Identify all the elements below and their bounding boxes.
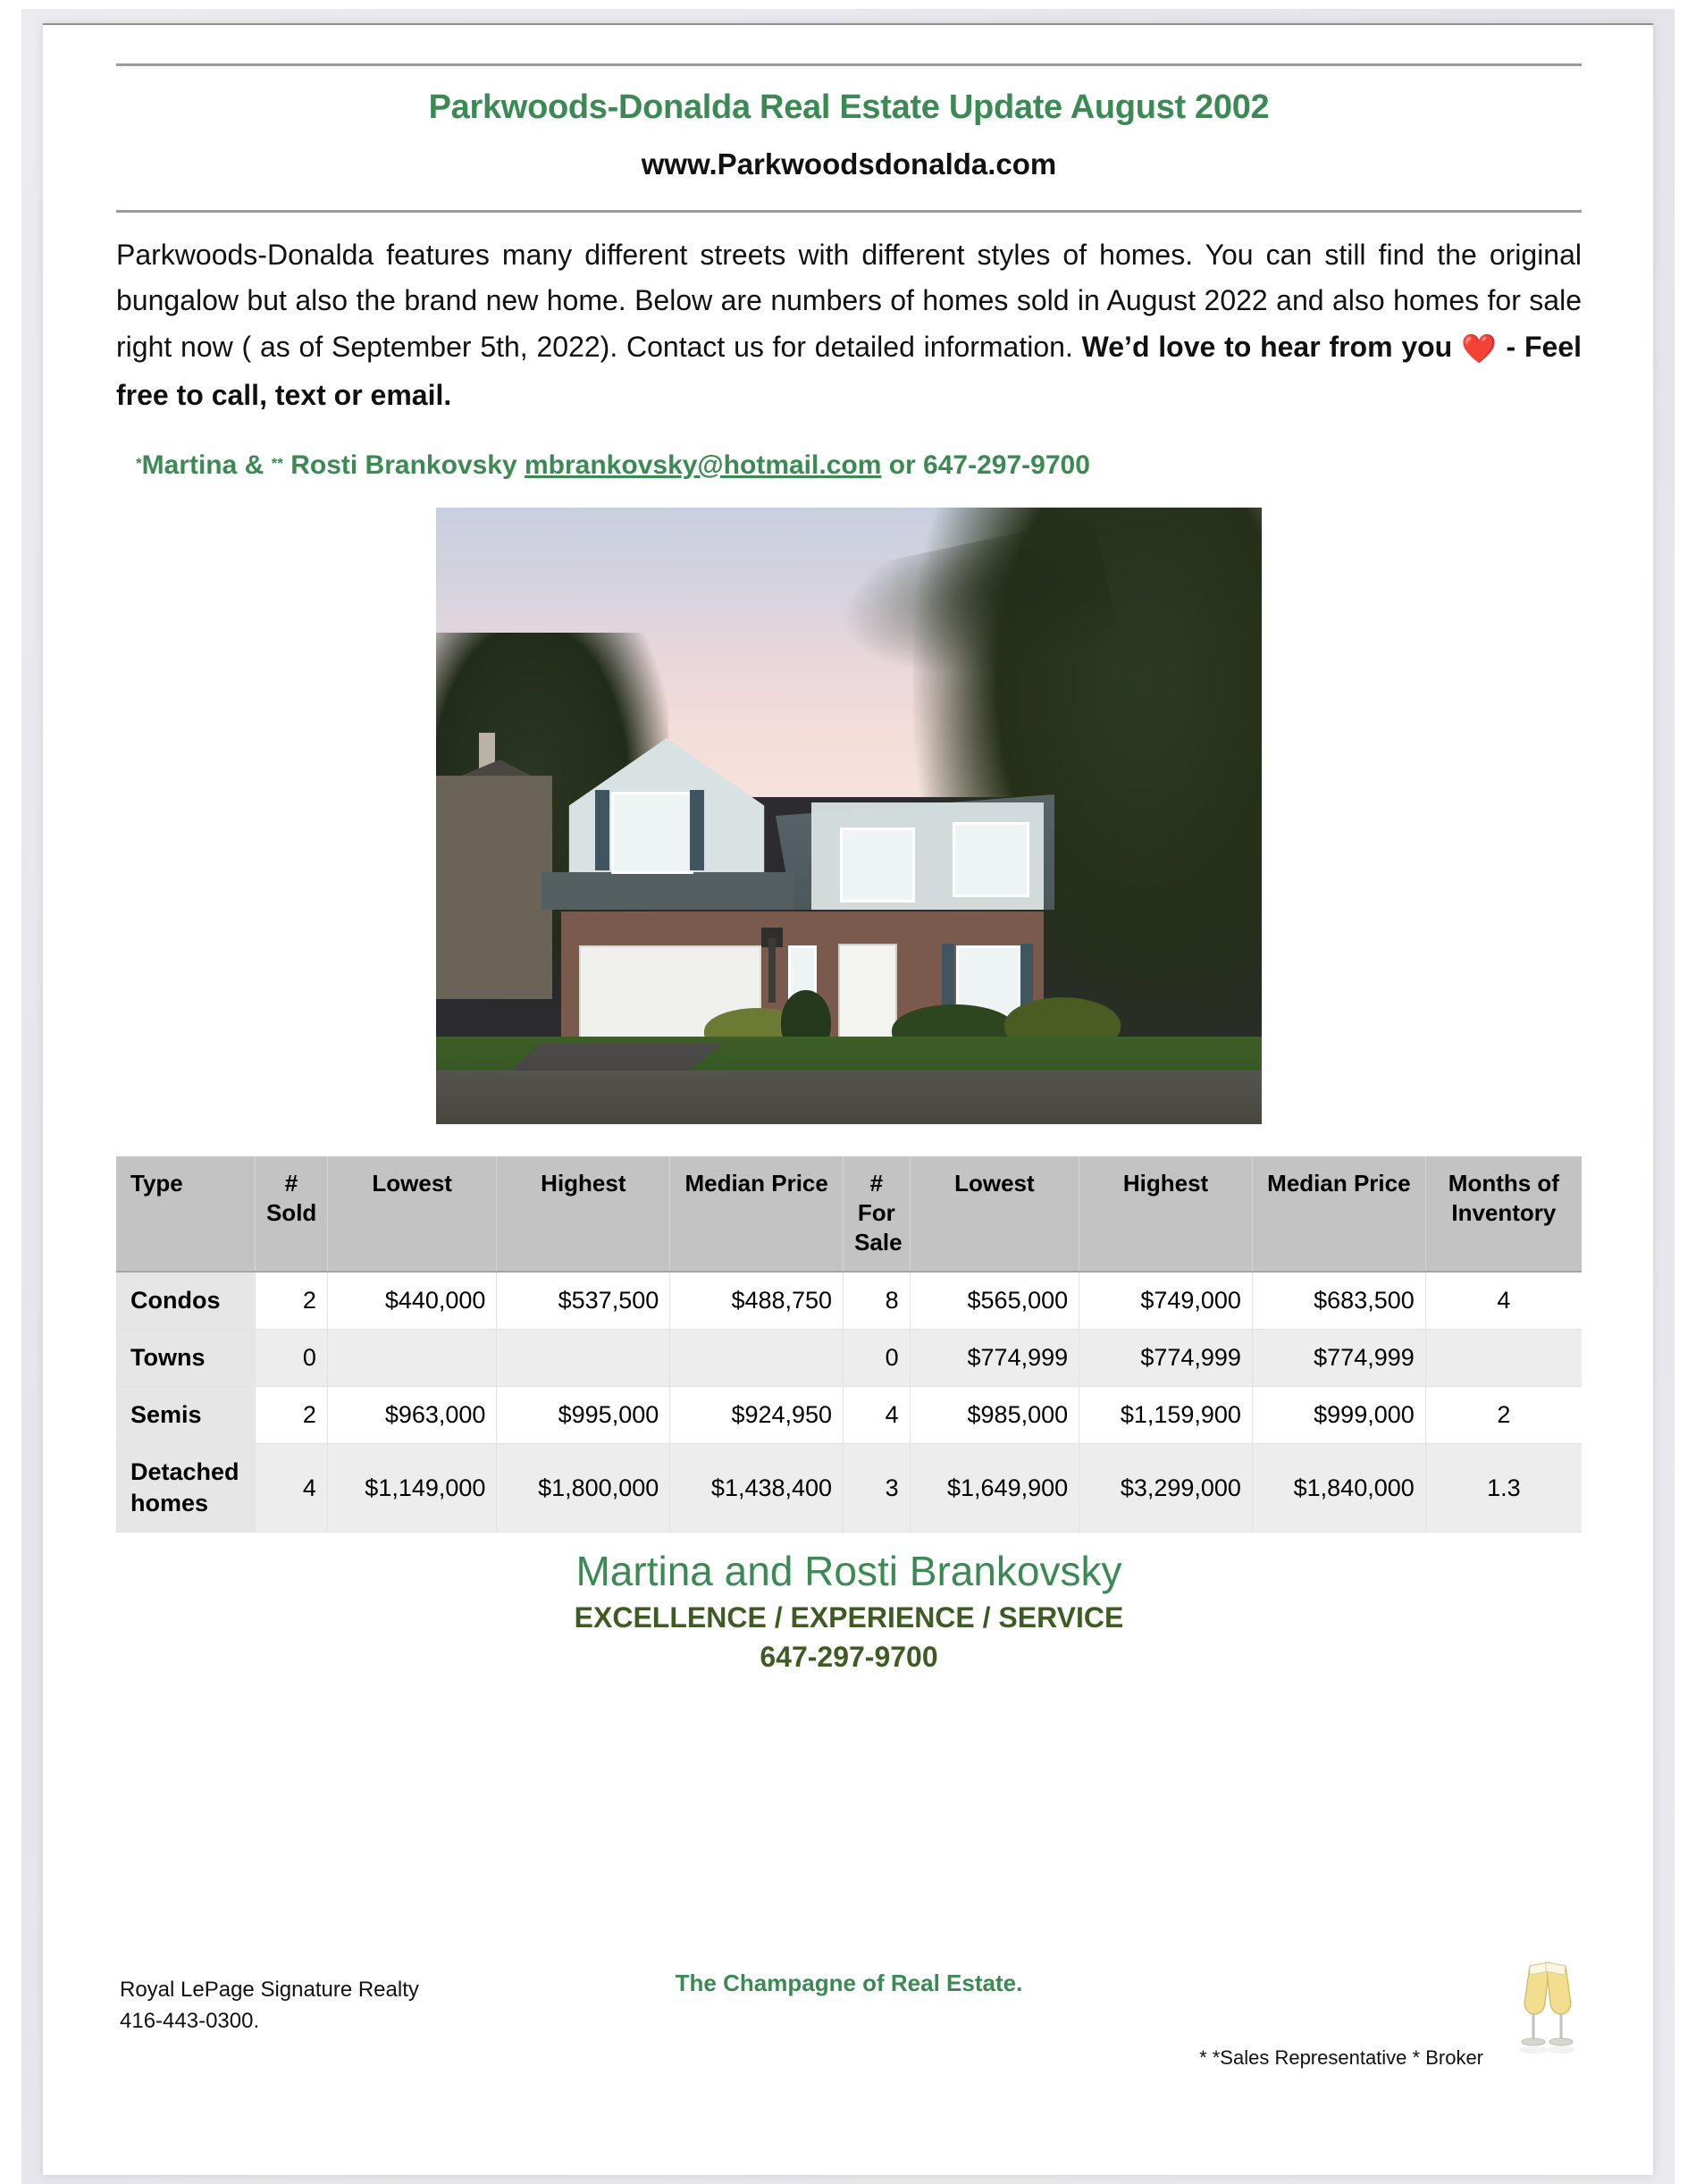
signature-block: [116, 1549, 1582, 1674]
cell-sold-highest: $995,000: [497, 1386, 670, 1443]
col-header-num-for-sale: # For Sale: [844, 1156, 911, 1272]
cell-months-inventory: [1425, 1329, 1582, 1386]
photo-shutter-gable-right: [690, 790, 704, 870]
photo-street: [436, 1071, 1262, 1124]
page-title: Parkwoods-Donalda Real Estate Update August 2002: [428, 88, 1270, 126]
col-header-months-inventory: Months of Inventory: [1425, 1156, 1582, 1272]
col-header-sale-median: Median Price: [1252, 1156, 1425, 1272]
cell-sale-median: $999,000: [1252, 1386, 1425, 1443]
cell-months-inventory: 2: [1425, 1386, 1582, 1443]
photo-gable-roof: [542, 872, 793, 910]
cell-sold-highest: $537,500: [497, 1272, 670, 1330]
cell-type: Detached homes: [116, 1444, 255, 1533]
photo-neighbour-house: [436, 776, 552, 999]
cell-sale-lowest: $1,649,900: [910, 1444, 1079, 1533]
agent-name-rosti: Rosti Brankovsky: [282, 449, 525, 480]
cell-num-for-sale: 4: [844, 1386, 911, 1443]
page-footer: [116, 1964, 1582, 2125]
photo-front-door: [838, 944, 897, 1046]
signature-phone[interactable]: 647-297-9700: [760, 1641, 938, 1674]
email-link[interactable]: mbrankovsky@hotmail.com: [525, 449, 882, 480]
intro-bold-after-heart: - Feel free to call, text or email.: [116, 331, 1583, 412]
champagne-glasses-icon: [1503, 1952, 1585, 2057]
cell-months-inventory: 4: [1425, 1272, 1582, 1330]
cell-num-for-sale: 8: [844, 1272, 911, 1330]
cell-sold-highest: [497, 1329, 670, 1386]
intro-text: Parkwoods-Donalda features many different streets with different styles of homes. You can still find the original bungalow but also the brand new home. Below are numbers of homes sold in August 2022 and also homes for sale right now ( as of September 5th, 2022). Contact us for detailed information.: [116, 238, 1582, 364]
document-page: [43, 23, 1653, 2175]
cell-sale-highest: $1,159,900: [1079, 1386, 1253, 1443]
header-divider-top: [116, 63, 1582, 66]
col-header-sold-highest: Highest: [497, 1156, 670, 1272]
cell-sale-lowest: $774,999: [910, 1329, 1079, 1386]
cell-num-sold: 4: [255, 1444, 327, 1533]
stats-table-container: [116, 1156, 1582, 1533]
cell-sale-highest: $3,299,000: [1079, 1444, 1253, 1533]
cell-sold-median: $488,750: [670, 1272, 844, 1330]
cell-num-sold: 0: [255, 1329, 327, 1386]
cell-months-inventory: 1.3: [1425, 1444, 1582, 1533]
cell-sale-median: $774,999: [1252, 1329, 1425, 1386]
signature-tagline: EXCELLENCE / EXPERIENCE / SERVICE: [574, 1600, 1124, 1634]
website-url[interactable]: www.Parkwoodsdonalda.com: [641, 147, 1057, 181]
intro-paragraph: [116, 232, 1582, 419]
document-content: [116, 23, 1582, 1675]
photo-lamp-post: [768, 938, 776, 1003]
property-photo: [436, 508, 1262, 1124]
cell-type: Semis: [116, 1386, 255, 1443]
col-header-num-sold: # Sold: [255, 1156, 327, 1272]
asterisk-rosti: **: [271, 454, 283, 472]
cell-sold-median: $1,438,400: [670, 1444, 844, 1533]
photo-window-upper-1: [840, 827, 915, 903]
footer-slogan: The Champagne of Real Estate.: [675, 1970, 1023, 1996]
cell-sold-lowest: $963,000: [327, 1386, 497, 1443]
property-photo-container: [116, 508, 1582, 1124]
cell-type: Condos: [116, 1272, 255, 1330]
cell-sold-median: $924,950: [670, 1386, 844, 1443]
cell-sale-highest: $774,999: [1079, 1329, 1253, 1386]
col-header-sold-median: Median Price: [670, 1156, 844, 1272]
col-header-type: Type: [116, 1156, 255, 1272]
cell-num-sold: 2: [255, 1386, 327, 1443]
brokerage-name: Royal LePage Signature Realty: [120, 1978, 419, 2002]
cell-sale-highest: $749,000: [1079, 1272, 1253, 1330]
photo-window-gable: [611, 792, 693, 874]
header-divider-bottom: [116, 210, 1582, 213]
heart-icon: ❤️: [1461, 332, 1498, 365]
cell-sold-median: [670, 1329, 844, 1386]
cell-sold-lowest: $440,000: [327, 1272, 497, 1330]
cell-sold-lowest: [327, 1329, 497, 1386]
table-row: [116, 1329, 1582, 1386]
brokerage-phone[interactable]: 416-443-0300.: [120, 2008, 260, 2033]
table-header-row: [116, 1156, 1582, 1272]
cell-num-for-sale: 0: [844, 1329, 911, 1386]
contact-phone[interactable]: 647-297-9700: [923, 449, 1090, 480]
cell-num-for-sale: 3: [844, 1444, 911, 1533]
market-stats-table: [116, 1156, 1582, 1533]
col-header-sale-highest: Highest: [1079, 1156, 1253, 1272]
cell-sale-median: $1,840,000: [1252, 1444, 1425, 1533]
cell-sale-lowest: $565,000: [910, 1272, 1079, 1330]
table-row: [116, 1444, 1582, 1533]
cell-sold-lowest: $1,149,000: [327, 1444, 497, 1533]
contact-conjunction: or: [881, 449, 924, 480]
photo-shutter-gable-left: [595, 790, 609, 870]
cell-num-sold: 2: [255, 1272, 327, 1330]
cell-sale-lowest: $985,000: [910, 1386, 1079, 1443]
intro-bold-before-heart: We’d love to hear from you: [1081, 331, 1462, 364]
designation-legend: * *Sales Representative * Broker: [1199, 2046, 1483, 2069]
agent-name-martina: Martina &: [141, 449, 272, 480]
table-row: [116, 1272, 1582, 1330]
col-header-sale-lowest: Lowest: [910, 1156, 1079, 1272]
cell-sale-median: $683,500: [1252, 1272, 1425, 1330]
table-row: [116, 1386, 1582, 1443]
cell-sold-highest: $1,800,000: [497, 1444, 670, 1533]
cell-type: Towns: [116, 1329, 255, 1386]
contact-line: [116, 448, 1582, 483]
photo-window-upper-2: [953, 822, 1029, 897]
col-header-sold-lowest: Lowest: [327, 1156, 497, 1272]
asterisk-martina: *: [136, 454, 142, 472]
signature-name: Martina and Rosti Brankovsky: [575, 1548, 1122, 1595]
